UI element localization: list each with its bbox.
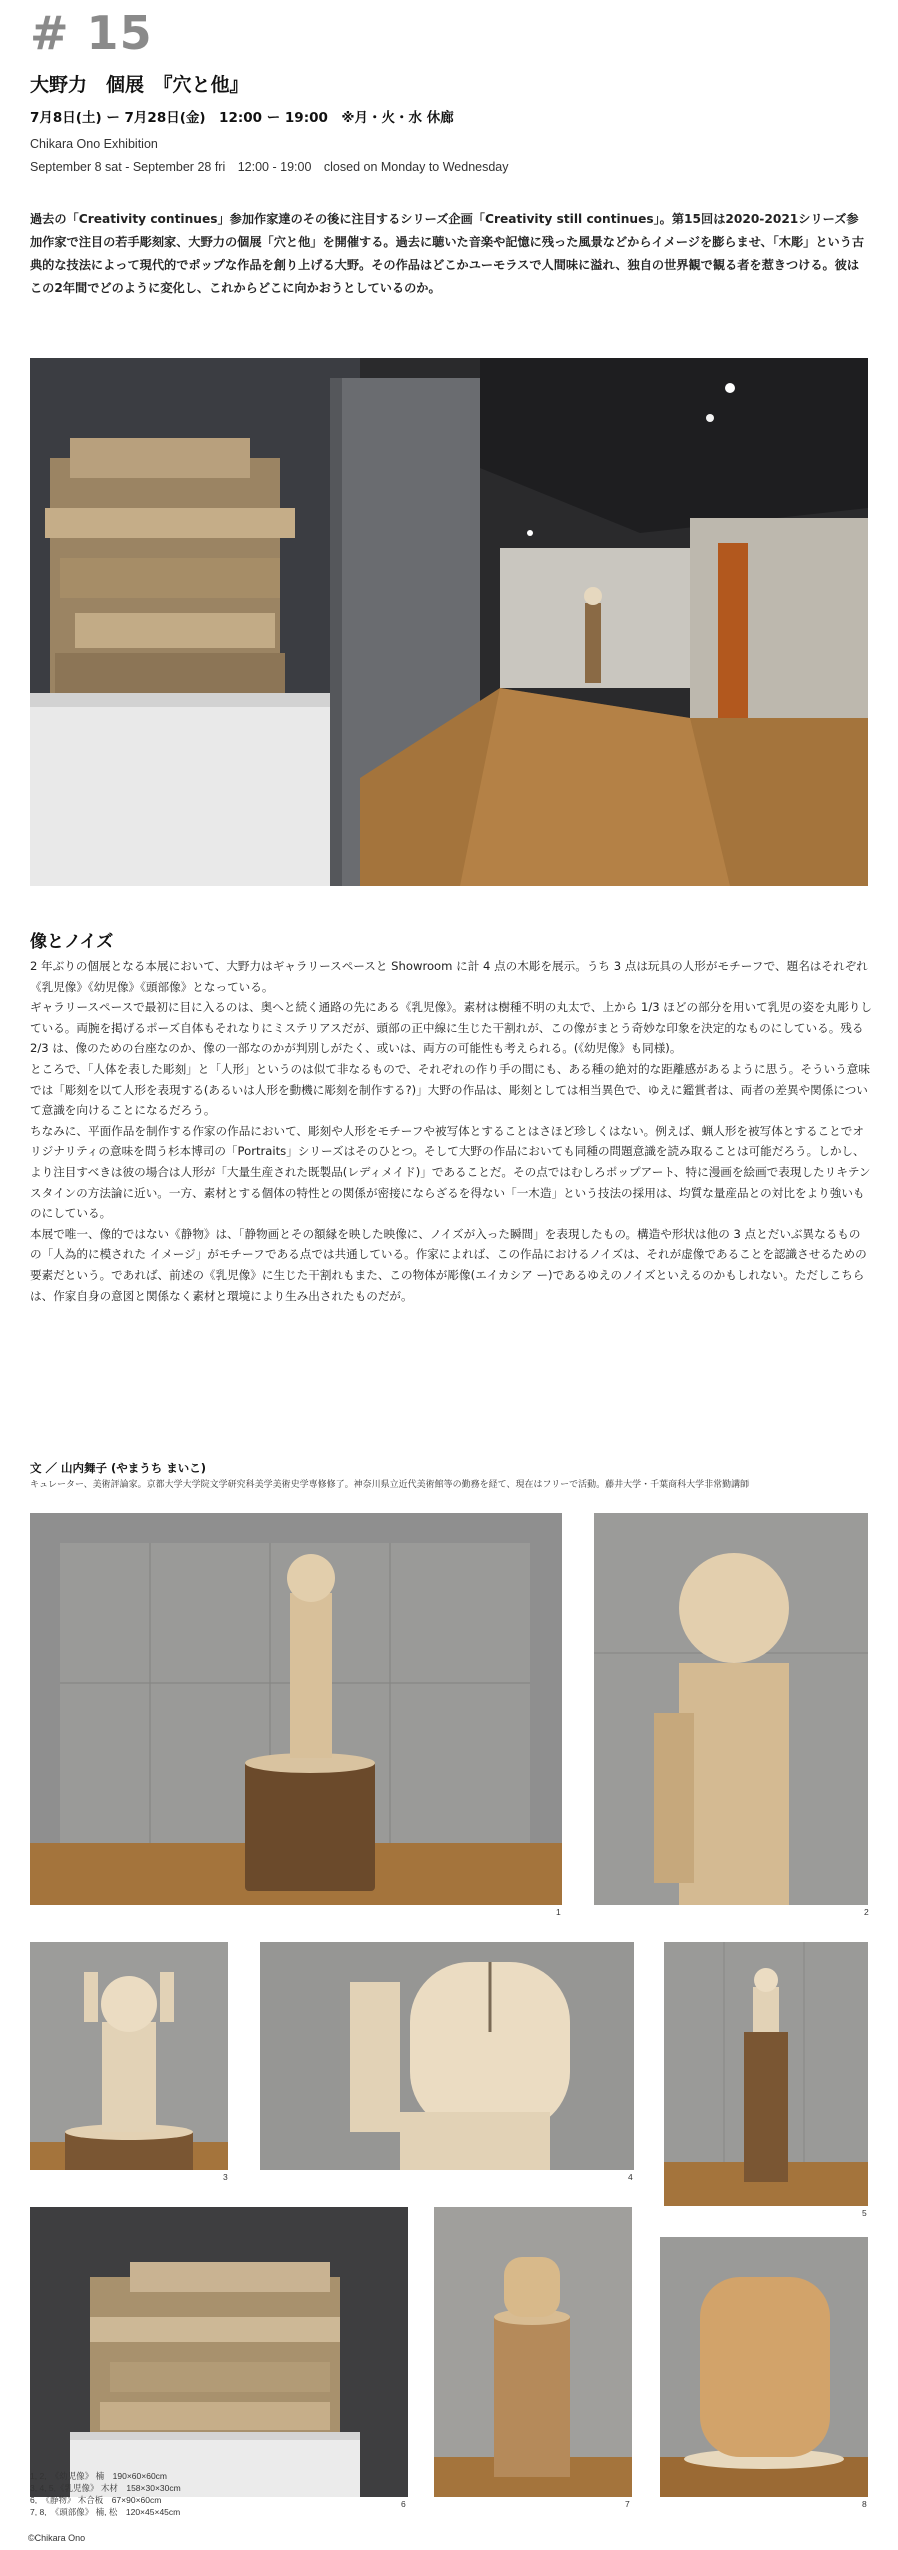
- photo-number: 3: [223, 2172, 228, 2182]
- photo-8: [660, 2237, 868, 2497]
- photo-7: [434, 2207, 632, 2497]
- exhibition-name-en: Chikara Ono Exhibition: [30, 137, 158, 151]
- photo-number: 4: [628, 2172, 633, 2182]
- hero-installation-photo: [30, 358, 868, 886]
- intro-paragraph: 過去の「Creativity continues」参加作家達のその後に注目するシリーズ企画「Creativity still continues」。第15回は2020-2021シリーズ参加作家で注目の若手彫刻家、大野力の個展「穴と他」を開催する。過去に聴いた音楽や記憶に残った風景などからイメージを膨らませ、「木彫」という古典的な技法によって現代的でポップな作品を創り上げる大野。その作品はどこかユーモラスで人間味に溢れ、独自の世界観で観る者を惹きつける。彼はこの2年間でどのように変化し、これからどこに向かおうとしているのか。: [30, 212, 865, 295]
- exhibition-dates-ja: 7月8日(土) ー 7月28日(金) 12:00 ー 19:00 ※月・火・水 休廊: [30, 110, 454, 126]
- section-heading: 像とノイズ: [30, 932, 114, 952]
- photo-5: [664, 1942, 868, 2206]
- caption-line: 6, 《静物》 木合板 67×90×60cm: [30, 2495, 162, 2505]
- exhibition-dates-en: September 8 sat - September 28 fri 12:00 - 19:00 closed on Monday to Wednesday: [30, 160, 509, 174]
- photo-number: 2: [864, 1907, 869, 1917]
- photo-number: 8: [862, 2499, 867, 2509]
- photo-credit: ©Chikara Ono: [28, 2533, 86, 2543]
- photo-2: [594, 1513, 868, 1905]
- essay-paragraph: ギャラリースペースで最初に目に入るのは、奥へと続く通路の先にある《乳児像》。素材は樹種不明の丸太で、上から 1/3 ほどの部分を用いて乳児の姿を丸彫りしている。両腕を掲げるポーズ自体もそれなりにミステリアスだが、頭部の正中線に生じた干割れが、この像がまとう奇妙な印象を決定的なものにしている。残る 2/3 は、像のための台座なのか、像の一部なのかが判別しがたく、或いは、両方の可能性も考えられる。(《幼児像》も同様)。: [30, 1000, 872, 1056]
- essay-body: [30, 956, 872, 1306]
- photo-number: 6: [401, 2499, 406, 2509]
- caption-line: 1, 2, 《幼児像》 楠 190×60×60cm: [30, 2471, 168, 2481]
- photo-4: [260, 1942, 634, 2170]
- author-bio: キュレーター、美術評論家。京都大学大学院文学研究科美学美術史学専修修了。神奈川県立近代美術館等の勤務を経て、現在はフリーで活動。藤井大学・千葉商科大学非常勤講師: [30, 1480, 750, 1490]
- essay-paragraph: 2 年ぶりの個展となる本展において、大野力はギャラリースペースと Showroom に計 4 点の木彫を展示。うち 3 点は玩具の人形がモチーフで、題名はそれぞれ《乳児像》《幼児像》《頭部像》となっている。: [30, 959, 868, 994]
- essay-paragraph: 本展で唯一、像的ではない《静物》は、「静物画とその額縁を映した映像に、ノイズが入った瞬間」を表現したもの。構造や形状は他の 3 点とだいぶ異なるものの「人為的に模された イメージ」がモチーフである点では共通している。作家によれば、この作品におけるノイズは、それが虚像であることを認識させるための要素だという。であれば、前述の《乳児像》に生じた干割れもまた、この物体が彫像(エイカシア ー)であるゆえのノイズといえるのかもしれない。ただしこちらは、作家自身の意図と関係なく素材と環境により生み出されたものだが。: [30, 1226, 867, 1303]
- photo-3: [30, 1942, 228, 2170]
- photo-1: [30, 1513, 562, 1905]
- exhibition-title: 大野力 個展 『穴と他』: [30, 74, 249, 96]
- photo-number: 1: [556, 1907, 561, 1917]
- caption-line: 7, 8, 《頭部像》 楠, 松 120×45×45cm: [30, 2507, 181, 2517]
- issue-number: # 15: [30, 6, 153, 60]
- author-byline: 文 ／ 山内舞子 (やまうち まいこ): [30, 1461, 207, 1475]
- photo-number: 5: [862, 2208, 867, 2218]
- essay-paragraph: ところで、「人体を表した彫刻」と「人形」というのは似て非なるもので、それぞれの作り手の間にも、ある種の絶対的な距離感があるように思う。そういう意味では「彫刻を以て人形を表現する(あるいは人形を動機に彫刻を制作する?)」大野の作品は、彫刻としては相当異色で、ゆえに鑑賞者は、両者の差異や関係について意識を向けることになるだろう。: [30, 1061, 870, 1118]
- photo-number: 7: [625, 2499, 630, 2509]
- caption-line: 3, 4, 5,《乳児像》 木材 158×30×30cm: [30, 2483, 181, 2493]
- essay-paragraph: ちなみに、平面作品を制作する作家の作品において、彫刻や人形をモチーフや被写体とすることはさほど珍しくはない。例えば、蝋人形を被写体とすることでオリジナリティの意味を問う杉本博司の「Portraits」シリーズはそのひとつ。そして大野の作品においても同種の問題意識を読み取ることは可能だろう。しかし、より注目すべきは彼の場合は人形が「大量生産された既製品(レディメイド)」であることだ。その点ではむしろポップアート、特に漫画を絵画で表現したリキテンスタインの方法論に近い。一方、素材とする個体の特性との関係が密接にならざるを得ない「一木造」という技法の採用は、均質な量産品との対比をより強いものにしている。: [30, 1123, 871, 1221]
- photo-6: [30, 2207, 408, 2497]
